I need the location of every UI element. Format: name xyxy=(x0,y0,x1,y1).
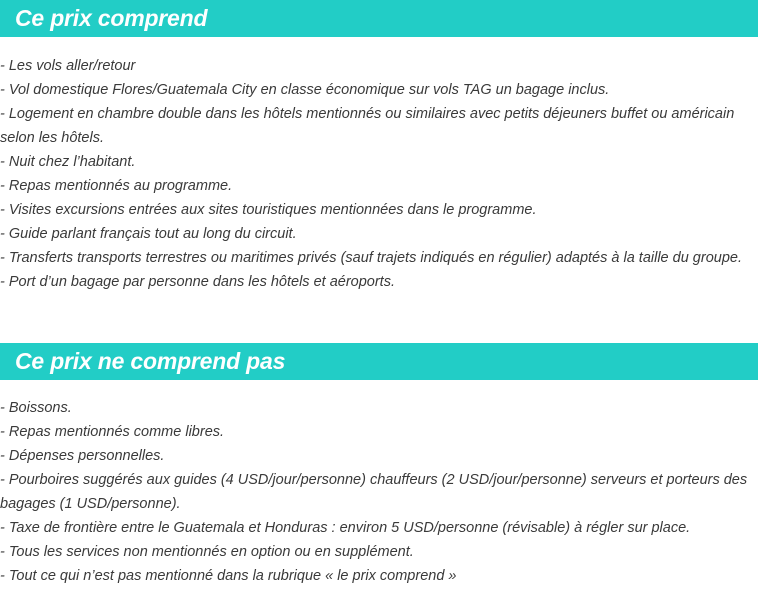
excludes-section xyxy=(0,343,758,588)
list-item: - Dépenses personnelles. xyxy=(0,448,165,464)
list-item: - Nuit chez l’habitant. xyxy=(0,154,136,170)
list-item: - Repas mentionnés au programme. xyxy=(0,178,233,194)
list-item: - Transferts transports terrestres ou maritimes privés (sauf trajets indiqués en régulier) adaptés à la taille du groupe. xyxy=(0,250,742,266)
includes-list xyxy=(0,54,758,294)
list-item: - Boissons. xyxy=(0,400,72,416)
excludes-title: Ce prix ne comprend pas xyxy=(15,348,286,374)
list-item: - Les vols aller/retour xyxy=(0,58,136,74)
list-item: - Repas mentionnés comme libres. xyxy=(0,424,225,440)
list-item: - Visites excursions entrées aux sites touristiques mentionnées dans le programme. xyxy=(0,202,537,218)
excludes-list xyxy=(0,396,758,588)
includes-header xyxy=(0,0,758,37)
includes-title: Ce prix comprend xyxy=(15,5,208,31)
list-item: - Guide parlant français tout au long du circuit. xyxy=(0,226,297,242)
list-item: - Tout ce qui n’est pas mentionné dans la rubrique « le prix comprend » xyxy=(0,568,457,584)
list-item: - Vol domestique Flores/Guatemala City en classe économique sur vols TAG un bagage inclus. xyxy=(0,82,610,98)
list-item: - Port d’un bagage par personne dans les hôtels et aéroports. xyxy=(0,274,395,290)
list-item: - Logement en chambre double dans les hôtels mentionnés ou similaires avec petits déjeuners buffet ou américain selon les hôtels. xyxy=(0,106,735,146)
includes-section xyxy=(0,0,758,294)
list-item: - Pourboires suggérés aux guides (4 USD/jour/personne) chauffeurs (2 USD/jour/personne) serveurs et porteurs des bagages (1 USD/personne). xyxy=(0,472,748,512)
list-item: - Tous les services non mentionnés en option ou en supplément. xyxy=(0,544,414,560)
list-item: - Taxe de frontière entre le Guatemala et Honduras : environ 5 USD/personne (révisable) à régler sur place. xyxy=(0,520,691,536)
excludes-header xyxy=(0,343,758,380)
